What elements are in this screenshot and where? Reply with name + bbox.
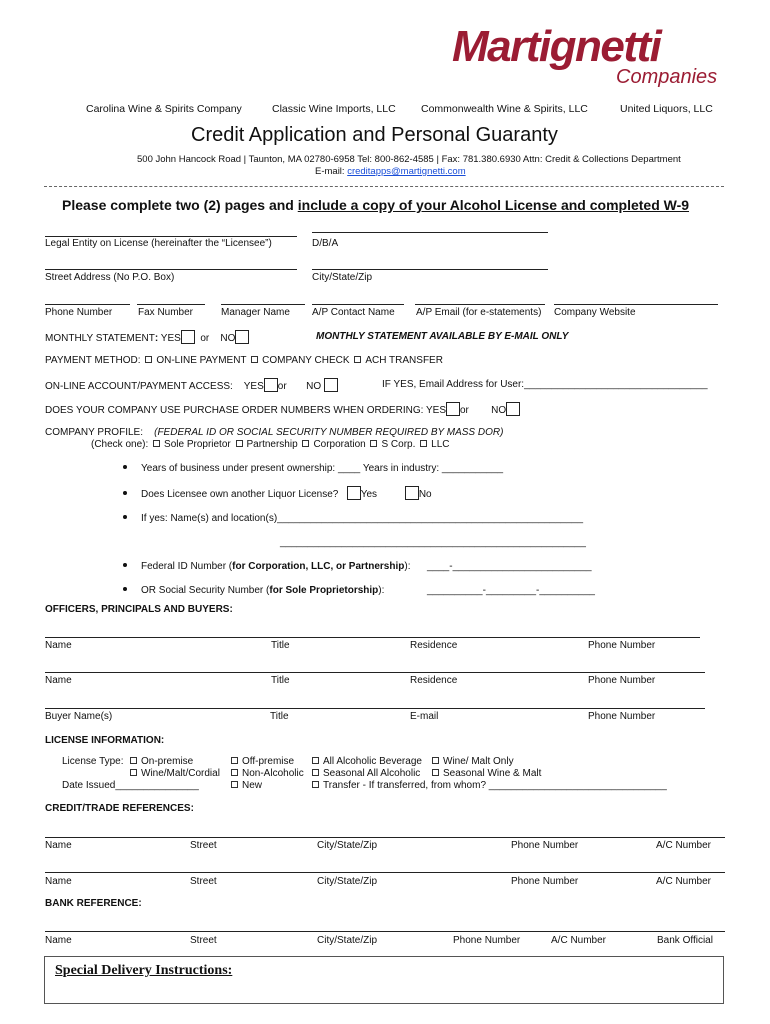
online-payment-checkbox[interactable]: [145, 356, 152, 363]
on-premise-option: [128, 756, 193, 767]
bank-ac-label: A/C Number: [551, 935, 607, 946]
company-profile-options: [91, 439, 450, 450]
monthly-statement-row: MONTHLY STATEMENT: YES or NO: [45, 330, 249, 344]
wine-malt-cordial-option: [128, 768, 220, 779]
manager-input[interactable]: [221, 304, 305, 305]
monthly-statement-label: MONTHLY STATEMENT: [45, 333, 155, 344]
manager-label: Manager Name: [221, 307, 290, 318]
license-heading: LICENSE INFORMATION:: [45, 735, 165, 746]
seasonal-all-checkbox[interactable]: [312, 769, 319, 776]
license-type-label: License Type:: [62, 756, 124, 767]
seasonal-wine-malt-label: Seasonal Wine & Malt: [443, 768, 542, 779]
instructions: [62, 197, 689, 213]
company-profile-row: [45, 427, 503, 438]
non-alcoholic-checkbox[interactable]: [231, 769, 238, 776]
credit-heading: CREDIT/TRADE REFERENCES:: [45, 803, 194, 814]
ap-email-label: A/P Email (for e-statements): [416, 307, 542, 318]
own-license-yes-checkbox[interactable]: [347, 486, 361, 500]
bank-name-label: Name: [45, 935, 72, 946]
bank-official-label: Bank Official: [657, 935, 713, 946]
partnership-checkbox[interactable]: [236, 440, 243, 447]
llc-label: LLC: [431, 439, 450, 450]
monthly-yes-checkbox[interactable]: [181, 330, 195, 344]
years-text[interactable]: Years of business under present ownership: ____ Years in industry: ___________: [141, 463, 504, 474]
officer-1-phone-label: Phone Number: [588, 640, 656, 651]
company-name-4: United Liquors, LLC: [620, 103, 713, 115]
credit-2-name-label: Name: [45, 876, 72, 887]
s-corp-label: S Corp.: [381, 439, 416, 450]
check-one-label: (Check one):: [91, 439, 149, 450]
federal-id-label-c: ):: [404, 561, 411, 572]
po-no-label: NO: [491, 405, 507, 416]
company-logo-subtitle: Companies: [616, 66, 718, 88]
online-yes-checkbox[interactable]: [264, 378, 278, 392]
s-corp-checkbox[interactable]: [370, 440, 377, 447]
credit-2-city-label: City/State/Zip: [317, 876, 378, 887]
buyer-phone-label: Phone Number: [588, 711, 656, 722]
company-name-2: Classic Wine Imports, LLC: [272, 103, 396, 115]
phone-label: Phone Number: [45, 307, 113, 318]
ap-email-input[interactable]: [415, 304, 545, 305]
buyer-title-label: Title: [270, 711, 289, 722]
online-or: or: [277, 381, 287, 392]
legal-entity-input[interactable]: [45, 236, 297, 237]
federal-id-input[interactable]: ____-_________________________: [427, 561, 592, 572]
website-label: Company Website: [554, 307, 636, 318]
header-divider: [44, 186, 724, 187]
dba-label: D/B/A: [312, 238, 339, 249]
new-label: New: [242, 780, 263, 791]
ap-contact-label: A/P Contact Name: [312, 307, 395, 318]
off-premise-option: [229, 756, 294, 767]
off-premise-checkbox[interactable]: [231, 757, 238, 764]
company-logo: Martignetti: [452, 22, 661, 71]
officer-1-residence-label: Residence: [410, 640, 458, 651]
special-delivery-box[interactable]: [44, 956, 724, 1004]
bank-street-label: Street: [190, 935, 217, 946]
monthly-or: or: [200, 333, 210, 344]
ssn-bullet: [123, 585, 384, 596]
wine-malt-cordial-label: Wine/Malt/Cordial: [141, 768, 220, 779]
ap-contact-input[interactable]: [312, 304, 404, 305]
ach-transfer-label: ACH TRANSFER: [365, 355, 443, 366]
transfer-label[interactable]: Transfer - If transferred, from whom? ________________________________: [323, 780, 667, 791]
online-no-label: NO: [306, 381, 322, 392]
transfer-option: [310, 780, 667, 791]
officer-1-title-label: Title: [271, 640, 290, 651]
non-alcoholic-label: Non-Alcoholic: [242, 768, 304, 779]
bank-city-label: City/State/Zip: [317, 935, 378, 946]
credit-1-ac-label: A/C Number: [656, 840, 712, 851]
date-issued-field[interactable]: Date Issued_______________: [62, 780, 199, 791]
bank-ref-line[interactable]: [45, 931, 725, 932]
po-or: or: [460, 405, 469, 416]
city-label: City/State/Zip: [312, 272, 373, 283]
buyer-row-line[interactable]: [45, 708, 705, 709]
officer-row-1-line[interactable]: [45, 637, 700, 638]
wine-malt-cordial-checkbox[interactable]: [130, 769, 137, 776]
company-profile-note: (FEDERAL ID OR SOCIAL SECURITY NUMBER REQUIRED BY MASS DOR): [154, 427, 504, 438]
bank-heading: BANK REFERENCE:: [45, 898, 142, 909]
street-label: Street Address (No P.O. Box): [45, 272, 175, 283]
officer-2-title-label: Title: [271, 675, 290, 686]
po-no-checkbox[interactable]: [506, 402, 520, 416]
online-access-label: ON-LINE ACCOUNT/PAYMENT ACCESS:: [45, 381, 233, 392]
wine-malt-only-option: [430, 756, 514, 767]
ach-transfer-checkbox[interactable]: [354, 356, 361, 363]
own-license-question: Does Licensee own another Liquor License?: [141, 489, 339, 500]
officer-2-residence-label: Residence: [410, 675, 458, 686]
on-premise-checkbox[interactable]: [130, 757, 137, 764]
online-no-checkbox[interactable]: [324, 378, 338, 392]
po-yes-checkbox[interactable]: [446, 402, 460, 416]
buyer-email-label: E-mail: [410, 711, 439, 722]
all-alcoholic-checkbox[interactable]: [312, 757, 319, 764]
bullet-icon: [123, 587, 127, 591]
officer-row-2-line[interactable]: [45, 672, 705, 673]
ssn-label-c: ):: [378, 585, 385, 596]
seasonal-all-label: Seasonal All Alcoholic: [323, 768, 421, 779]
monthly-no-label: NO: [220, 333, 236, 344]
email-link[interactable]: creditapps@martignetti.com: [347, 166, 466, 177]
credit-2-ac-label: A/C Number: [656, 876, 712, 887]
ssn-input[interactable]: __________-_________-__________: [427, 585, 595, 596]
officer-2-phone-label: Phone Number: [588, 675, 656, 686]
page-title: Credit Application and Personal Guaranty: [191, 124, 558, 146]
own-license-bullet: [123, 486, 432, 500]
legal-entity-label: Legal Entity on License (hereinafter the “Licensee”): [45, 238, 272, 249]
fax-label: Fax Number: [138, 307, 194, 318]
online-access-row: [45, 378, 338, 392]
officers-heading: OFFICERS, PRINCIPALS AND BUYERS:: [45, 604, 233, 615]
ssn-label-a: OR Social Security Number (: [141, 585, 270, 596]
credit-1-street-label: Street: [190, 840, 217, 851]
dba-input[interactable]: [312, 232, 548, 233]
federal-id-label-a: Federal ID Number (: [141, 561, 233, 572]
partnership-label: Partnership: [246, 439, 298, 450]
city-input[interactable]: [312, 269, 548, 270]
buyer-name-label: Buyer Name(s): [45, 711, 113, 722]
bullet-icon: [123, 465, 127, 469]
transfer-checkbox[interactable]: [312, 781, 319, 788]
all-alcoholic-label: All Alcoholic Beverage: [323, 756, 422, 767]
new-checkbox[interactable]: [231, 781, 238, 788]
own-license-no-label: No: [418, 489, 432, 500]
online-yes-label: YES: [243, 381, 264, 392]
officer-2-name-label: Name: [45, 675, 72, 686]
phone-input[interactable]: [45, 304, 130, 305]
payment-method-row: [45, 355, 443, 366]
seasonal-wine-malt-checkbox[interactable]: [432, 769, 439, 776]
wine-malt-only-label: Wine/ Malt Only: [443, 756, 514, 767]
credit-2-street-label: Street: [190, 876, 217, 887]
federal-id-bullet: [123, 561, 410, 572]
corporation-checkbox[interactable]: [302, 440, 309, 447]
monthly-statement-note: MONTHLY STATEMENT AVAILABLE BY E-MAIL ONLY: [316, 331, 569, 342]
officer-1-name-label: Name: [45, 640, 72, 651]
credit-ref-2-line[interactable]: [45, 872, 725, 873]
online-payment-label: ON-LINE PAYMENT: [156, 355, 247, 366]
po-numbers-row: [45, 402, 520, 416]
if-yes-bullet: [123, 513, 583, 524]
monthly-no-checkbox[interactable]: [235, 330, 249, 344]
credit-1-phone-label: Phone Number: [511, 840, 579, 851]
new-option: [229, 780, 262, 791]
street-input[interactable]: [45, 269, 297, 270]
all-alcoholic-option: [310, 756, 422, 767]
instructions-part-2: include a copy of your Alcohol License and completed W-9: [297, 197, 690, 213]
seasonal-all-option: [310, 768, 420, 779]
email-label: E-mail:: [315, 166, 348, 177]
credit-1-city-label: City/State/Zip: [317, 840, 378, 851]
credit-ref-1-line[interactable]: [45, 837, 725, 838]
own-license-no-checkbox[interactable]: [405, 486, 419, 500]
credit-2-phone-label: Phone Number: [511, 876, 579, 887]
sole-proprietor-checkbox[interactable]: [153, 440, 160, 447]
company-name-1: Carolina Wine & Spirits Company: [86, 103, 242, 115]
llc-checkbox[interactable]: [420, 440, 427, 447]
wine-malt-only-checkbox[interactable]: [432, 757, 439, 764]
monthly-yes-label: YES: [160, 333, 181, 344]
fax-input[interactable]: [137, 304, 205, 305]
on-premise-label: On-premise: [141, 756, 194, 767]
special-delivery-label: Special Delivery Instructions:: [55, 963, 233, 978]
bullet-icon: [123, 515, 127, 519]
bank-phone-label: Phone Number: [453, 935, 521, 946]
credit-1-name-label: Name: [45, 840, 72, 851]
sole-proprietor-label: Sole Proprietor: [164, 439, 231, 450]
if-yes-locations[interactable]: If yes: Name(s) and location(s)_______________________________________________________: [141, 513, 584, 524]
bullet-icon: [123, 491, 127, 495]
company-check-checkbox[interactable]: [251, 356, 258, 363]
online-user-email[interactable]: IF YES, Email Address for User:_________________________________: [382, 379, 708, 390]
corporation-label: Corporation: [313, 439, 366, 450]
website-input[interactable]: [554, 304, 718, 305]
own-license-yes-label: Yes: [360, 489, 378, 500]
ssn-label-b: for Sole Proprietorship: [269, 585, 379, 596]
po-numbers-label: DOES YOUR COMPANY USE PURCHASE ORDER NUMBERS WHEN ORDERING: YES: [45, 405, 446, 416]
years-bullet: [123, 463, 503, 474]
email-line: [315, 166, 466, 177]
federal-id-label-b: for Corporation, LLC, or Partnership: [232, 561, 405, 572]
if-yes-locations-line2[interactable]: _______________________________________________________: [280, 537, 586, 548]
non-alcoholic-option: [229, 768, 304, 779]
payment-method-label: PAYMENT METHOD:: [45, 355, 141, 366]
bullet-icon: [123, 563, 127, 567]
instructions-part-1: Please complete two (2) pages and: [62, 197, 298, 213]
address-line: 500 John Hancock Road | Taunton, MA 02780-6958 Tel: 800-862-4585 | Fax: 781.380.6930 Attn: Credit & Collections Department: [137, 154, 681, 165]
seasonal-wine-malt-option: [430, 768, 541, 779]
off-premise-label: Off-premise: [242, 756, 295, 767]
company-name-3: Commonwealth Wine & Spirits, LLC: [421, 103, 588, 115]
company-check-label: COMPANY CHECK: [262, 355, 350, 366]
company-profile-label: COMPANY PROFILE:: [45, 427, 143, 438]
